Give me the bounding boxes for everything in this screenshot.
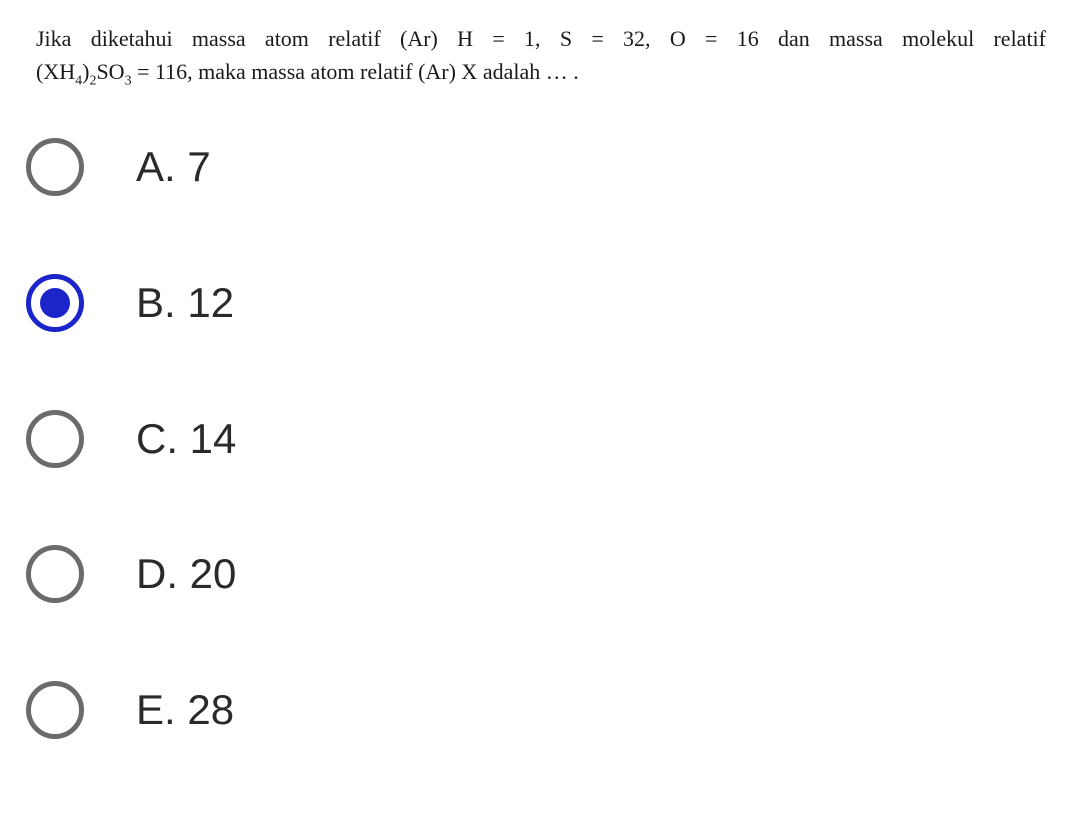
question-line-2-rest: = 116, maka massa atom relatif (Ar) X adalah … . — [131, 59, 579, 84]
radio-icon[interactable] — [26, 545, 84, 603]
option-label: E. 28 — [136, 686, 235, 733]
question-line-1: Jika diketahui massa atom relatif (Ar) H = 1, S = 32, O = 16 dan massa molekul relatif — [36, 26, 1046, 51]
formula-open: (XH — [36, 59, 76, 84]
formula-subscript-group: 2 — [89, 73, 97, 89]
option-label: D. 20 — [136, 550, 237, 597]
radio-selected-icon[interactable] — [26, 274, 84, 332]
option-c[interactable] — [26, 404, 236, 474]
option-a[interactable] — [26, 132, 211, 202]
option-e[interactable] — [26, 675, 234, 745]
option-label: B. 12 — [136, 279, 235, 326]
formula-subscript-o: 3 — [124, 73, 132, 89]
option-label: C. 14 — [136, 415, 237, 462]
formula-subscript-h: 4 — [75, 73, 83, 89]
option-label: A. 7 — [136, 143, 211, 190]
formula-close-paren: ) — [82, 59, 90, 84]
formula-so: SO — [96, 59, 125, 84]
option-b[interactable] — [26, 268, 234, 338]
question-line-2 — [36, 55, 1046, 88]
radio-dot — [40, 288, 70, 318]
radio-icon[interactable] — [26, 138, 84, 196]
option-d[interactable] — [26, 539, 236, 609]
radio-icon[interactable] — [26, 410, 84, 468]
question-text — [36, 22, 1046, 88]
radio-icon[interactable] — [26, 681, 84, 739]
